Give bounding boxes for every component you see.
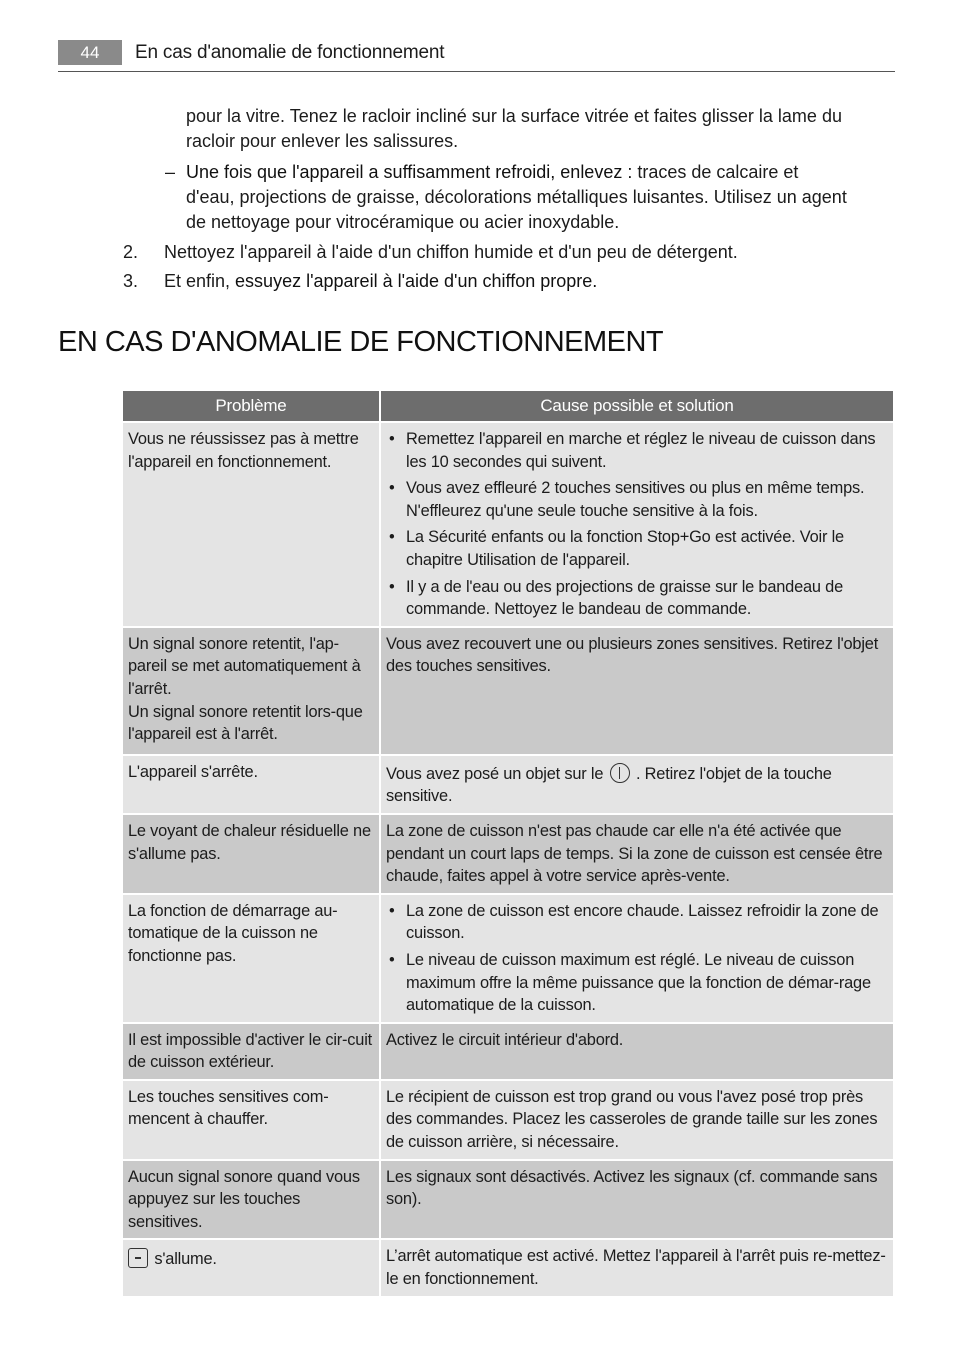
solution-bullet: • Remettez l'appareil en marche et réglez le niveau de cuisson dans les 10 secondes qui suivent.	[386, 428, 888, 473]
page-number: 44	[58, 40, 122, 65]
problem-line: Un signal sonore retentit lors-que l'appareil est à l'arrêt.	[128, 702, 363, 744]
step-3-number: 3.	[123, 271, 139, 291]
table-row	[123, 1081, 893, 1159]
dash-bullet: –	[165, 162, 176, 182]
step-2-number: 2.	[123, 242, 139, 262]
table-row	[123, 1240, 893, 1295]
bullet-lead: Une fois que l'appareil a suffisamment refroidi, enlevez :	[186, 162, 633, 182]
problem-line: Un signal sonore retentit, l'ap-pareil se met automatiquement à l'arrêt.	[128, 634, 361, 698]
table-header-row	[123, 391, 893, 421]
solution-bullet: • Vous avez effleuré 2 touches sensitives ou plus en même temps. N'effleurez qu'une seule touche sensitive à la fois.	[386, 477, 888, 522]
step-3-prefix: Et enfin,	[164, 271, 236, 291]
bullet-rest: traces de calcaire et	[632, 162, 799, 182]
table-row	[123, 815, 893, 893]
bullet-line-1	[186, 160, 886, 185]
step-3-text	[164, 269, 884, 294]
problem-cell: Il est impossible d'activer le cir-cuit de cuisson extérieur.	[123, 1024, 379, 1079]
problem-cell: Le voyant de chaleur résiduelle ne s'allume pas.	[123, 815, 379, 893]
solution-cell: La zone de cuisson n'est pas chaude car elle n'a été activée que pendant un court laps de temps. Si la zone de cuisson est censée être chaude, faites appel à votre service après-vente.	[381, 815, 893, 893]
intro-line-2: racloir pour enlever les salissures.	[186, 131, 459, 151]
table-row	[123, 1161, 893, 1239]
bullet-line-2: d'eau, projections de graisse, décolorations métalliques luisantes. Utilisez un agent	[186, 187, 847, 207]
problem-cell: Les touches sensitives com-mencent à chauffer.	[123, 1081, 379, 1159]
header-solution: Cause possible et solution	[381, 391, 893, 421]
table-row	[123, 1024, 893, 1079]
troubleshooting-table	[121, 389, 895, 1298]
table-row	[123, 628, 893, 754]
solution-cell	[381, 423, 893, 626]
solution-bullet: • La zone de cuisson est encore chaude. Laissez refroidir la zone de cuisson.	[386, 900, 888, 945]
solution-cell	[381, 895, 893, 1022]
minus-symbol-icon	[128, 1248, 148, 1268]
solution-bullet: • La Sécurité enfants ou la fonction Stop+Go est activée. Voir le chapitre Utilisation de l'appareil.	[386, 526, 888, 571]
solution-cell: L’arrêt automatique est activé. Mettez l'appareil à l'arrêt puis re-mettez-le en fonctionnement.	[381, 1240, 893, 1295]
table-row	[123, 756, 893, 813]
problem-cell	[123, 1240, 379, 1295]
solution-bullet: • Il y a de l'eau ou des projections de graisse sur le bandeau de commande. Nettoyez le bandeau de commande.	[386, 576, 888, 621]
section-title: EN CAS D'ANOMALIE DE FONCTIONNEMENT	[58, 326, 664, 358]
solution-text-after: . Retirez l'objet de la touche sensitive.	[386, 764, 832, 806]
solution-cell: Vous avez recouvert une ou plusieurs zones sensitives. Retirez l'objet des touches sensitives.	[381, 628, 893, 754]
problem-cell	[123, 628, 379, 754]
solution-cell: Activez le circuit intérieur d'abord.	[381, 1024, 893, 1079]
problem-cell: Aucun signal sonore quand vous appuyez sur les touches sensitives.	[123, 1161, 379, 1239]
solution-text-before: Vous avez posé un objet sur le	[386, 764, 608, 783]
solution-cell	[381, 756, 893, 813]
page-header	[58, 40, 895, 72]
step-3-emphasis: essuyez l'appareil à l'aide d'un chiffon propre.	[235, 271, 598, 291]
solution-cell: Les signaux sont désactivés. Activez les signaux (cf. commande sans son).	[381, 1161, 893, 1239]
on-off-icon	[610, 763, 630, 783]
problem-text-after: s'allume.	[150, 1250, 217, 1269]
solution-bullet: • Le niveau de cuisson maximum est réglé. Le niveau de cuisson maximum offre la même puissance que la fonction de démar-rage automatique de la cuisson.	[386, 949, 888, 1017]
problem-cell: L'appareil s'arrête.	[123, 756, 379, 813]
problem-cell: Vous ne réussissez pas à mettre l'appareil en fonctionnement.	[123, 423, 379, 626]
table-row	[123, 895, 893, 1022]
solution-cell: Le récipient de cuisson est trop grand ou vous l'avez posé trop près des commandes. Placez les casseroles de grande taille sur les zones de cuisson arrière, si nécessaire.	[381, 1081, 893, 1159]
running-title: En cas d'anomalie de fonctionnement	[135, 42, 445, 63]
bullet-line-3: de nettoyage pour vitrocéramique ou acier inoxydable.	[186, 212, 620, 232]
intro-line-1: pour la vitre. Tenez le racloir incliné sur la surface vitrée et faites glisser la lame du	[186, 106, 842, 126]
header-problem: Problème	[123, 391, 379, 421]
table-row	[123, 423, 893, 626]
problem-cell: La fonction de démarrage au-tomatique de la cuisson ne fonctionne pas.	[123, 895, 379, 1022]
step-2-text: Nettoyez l'appareil à l'aide d'un chiffon humide et d'un peu de détergent.	[164, 242, 738, 262]
